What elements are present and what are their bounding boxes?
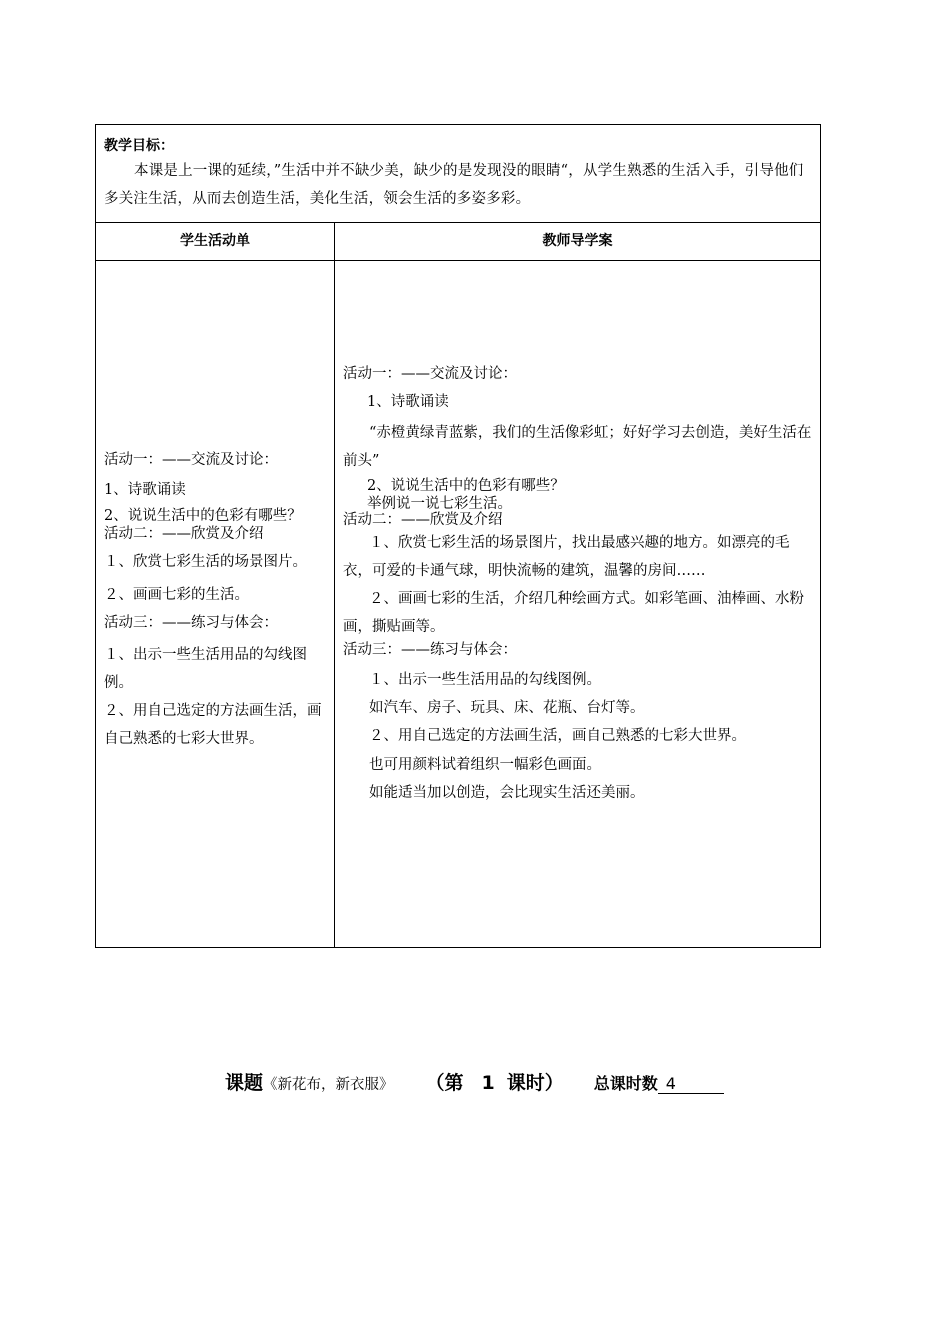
objective-title: 教学目标： — [104, 138, 174, 154]
lesson-number-open: （第 — [425, 1072, 464, 1094]
total-lessons-value: 4 — [658, 1074, 724, 1094]
student-item: 活动一：——交流及讨论： — [104, 452, 278, 468]
teacher-guide-cell — [343, 365, 817, 812]
column-header-row — [96, 223, 820, 261]
lesson-topic-label: 课题 — [225, 1072, 264, 1094]
teacher-item: 活动三：——练习与体会： — [343, 642, 517, 658]
teacher-item: “赤橙黄绿青蓝紫，我们的生活像彩虹；好好学习去创造，美好生活在前头” — [343, 425, 812, 469]
student-activity-cell — [104, 451, 330, 753]
student-item: 活动二：——欣赏及介绍 — [104, 526, 264, 542]
student-item: 1、诗歌诵读 — [104, 482, 186, 498]
teacher-item: 举例说一说七彩生活。 — [367, 496, 512, 512]
teacher-item: １、出示一些生活用品的勾线图例。 — [369, 672, 601, 688]
lesson-table — [95, 124, 821, 948]
teacher-item: 活动一：——交流及讨论： — [343, 366, 517, 382]
student-item: １、欣赏七彩生活的场景图片。 — [104, 554, 307, 570]
teacher-item: ２、画画七彩的生活，介绍几种绘画方式。如彩笔画、油棒画、水粉画，撕贴画等。 — [343, 591, 804, 635]
teacher-item: 1、诗歌诵读 — [367, 394, 449, 410]
teacher-item: 也可用颜料试着组织一幅彩色画面。 — [369, 757, 601, 773]
lesson-number-close: 课时） — [506, 1072, 564, 1094]
teacher-item: 2、说说生活中的色彩有哪些？ — [367, 478, 565, 494]
lesson-title-line — [225, 1068, 724, 1104]
teacher-item: 如能适当加以创造，会比现实生活还美丽。 — [369, 785, 645, 801]
student-item: ２、画画七彩的生活。 — [104, 587, 249, 603]
teacher-item: 如汽车、房子、玩具、床、花瓶、台灯等。 — [369, 700, 645, 716]
total-lessons-label: 总课时数 — [593, 1074, 658, 1093]
teaching-objective-cell — [96, 125, 820, 223]
teacher-item: １、欣赏七彩生活的场景图片，找出最感兴趣的地方。如漂亮的毛衣，可爱的卡通气球，明快流畅的建筑，温馨的房间…… — [343, 535, 790, 579]
lesson-number: 1 — [481, 1072, 495, 1094]
lesson-topic-title: 《新花布，新衣服》 — [263, 1077, 394, 1093]
student-item: 2、说说生活中的色彩有哪些？ — [104, 508, 302, 524]
teacher-guide-header: 教师导学案 — [542, 233, 613, 249]
objective-text: 本课是上一课的延续，”生活中并不缺少美，缺少的是发现没的眼睛“，从学生熟悉的生活入手，引导他们多关注生活，从而去创造生活，美化生活，领会生活的多姿多彩。 — [104, 163, 804, 207]
student-item: １、出示一些生活用品的勾线图例。 — [104, 647, 307, 691]
teacher-item: 活动二：——欣赏及介绍 — [343, 512, 503, 528]
teacher-item: ２、用自己选定的方法画生活，画自己熟悉的七彩大世界。 — [369, 728, 746, 744]
student-item: 活动三：——练习与体会： — [104, 615, 278, 631]
student-item: ２、用自己选定的方法画生活，画自己熟悉的七彩大世界。 — [104, 703, 322, 747]
column-divider — [334, 223, 335, 947]
student-activity-header: 学生活动单 — [180, 233, 250, 249]
